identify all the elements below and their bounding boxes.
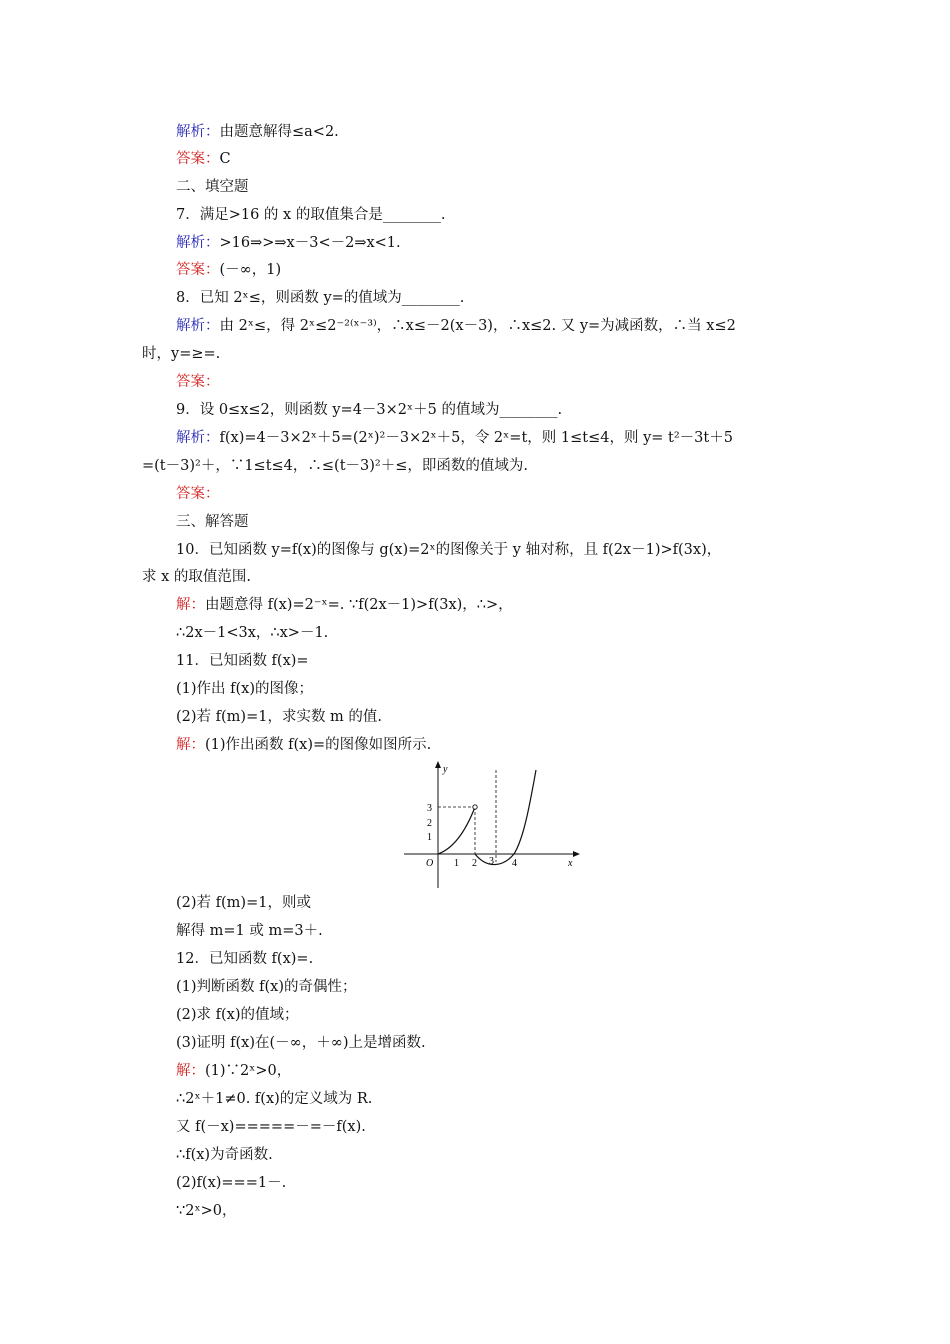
text-line	[176, 177, 249, 197]
text-line	[176, 921, 323, 941]
text-line	[176, 149, 231, 169]
line-text: 由题意得 f(x)=2⁻ˣ=. ∵f(2x－1)>f(3x)，∴>，	[205, 597, 513, 613]
y-tick-1: 1	[427, 832, 432, 843]
answer-label: 答案：	[176, 486, 220, 502]
x-axis-arrow	[573, 851, 580, 857]
function-graph-figure	[400, 758, 584, 890]
line-text: 二、填空题	[176, 179, 249, 195]
text-line	[142, 344, 220, 364]
answer-label: 答案：	[176, 374, 220, 390]
line-text: 三、解答题	[176, 514, 249, 530]
text-line	[176, 679, 313, 699]
solution-label: 解：	[176, 597, 205, 613]
line-text: (－∞，1)	[219, 262, 282, 278]
line-text: (2)f(x)===1－.	[176, 1175, 287, 1191]
text-line	[176, 316, 736, 336]
text-line	[176, 707, 382, 727]
line-text: (2)求 f(x)的值域；	[176, 1007, 299, 1023]
text-line	[176, 1005, 299, 1025]
line-text: (1)作出 f(x)的图像；	[176, 681, 314, 697]
text-line	[176, 428, 733, 448]
x-tick-3: 3	[489, 856, 494, 867]
text-line	[176, 893, 311, 913]
text-line	[176, 1089, 372, 1109]
x-axis-label: x	[568, 858, 573, 869]
line-text: ∴2ˣ＋1≠0. f(x)的定义域为 R.	[176, 1091, 373, 1107]
line-text: 12．已知函数 f(x)=.	[176, 951, 314, 967]
y-axis-label: y	[443, 764, 448, 775]
text-line	[176, 1201, 236, 1221]
line-text: C	[219, 151, 231, 167]
line-text: 11．已知函数 f(x)=	[176, 653, 309, 669]
solution-label: 解：	[176, 737, 205, 753]
analysis-label: 解析：	[176, 318, 220, 334]
line-text: >16⇒>⇒x－3<－2⇒x<1.	[219, 235, 401, 251]
line-text: 解得 m=1 或 m=3＋.	[176, 923, 323, 939]
text-line	[176, 122, 339, 142]
line-text: 8．已知 2ˣ≤，则函数 y=的值域为________.	[176, 290, 465, 306]
text-line	[176, 949, 313, 969]
text-line	[176, 1033, 426, 1053]
line-text: (3)证明 f(x)在(－∞，＋∞)上是增函数.	[176, 1035, 426, 1051]
curve-left-branch	[438, 807, 475, 854]
text-line	[176, 1061, 291, 1081]
text-line	[176, 400, 562, 420]
text-line	[142, 456, 528, 476]
analysis-label: 解析：	[176, 430, 220, 446]
line-text: (2)若 f(m)=1，则或	[176, 895, 311, 911]
analysis-label: 解析：	[176, 124, 220, 140]
line-text: (2)若 f(m)=1，求实数 m 的值.	[176, 709, 383, 725]
line-text: 10．已知函数 y=f(x)的图像与 g(x)=2ˣ的图像关于 y 轴对称，且 f(2x－1)>f(3x)，	[176, 542, 722, 558]
line-text: 又 f(－x)=====－=－f(x).	[176, 1119, 366, 1135]
text-line	[176, 1173, 286, 1193]
solution-label: 解：	[176, 1063, 205, 1079]
text-line	[176, 1145, 273, 1165]
line-text: 时，y=≥=.	[142, 346, 221, 362]
answer-label: 答案：	[176, 262, 220, 278]
text-line	[176, 540, 721, 560]
line-text: (1)判断函数 f(x)的奇偶性；	[176, 979, 357, 995]
line-text: 求 x 的取值范围.	[142, 569, 252, 585]
text-line	[176, 651, 309, 671]
line-text: ∴2x－1<3x，∴x>－1.	[176, 625, 329, 641]
text-line	[176, 977, 357, 997]
line-text: (1)作出函数 f(x)=的图像如图所示.	[205, 737, 432, 753]
text-line	[176, 288, 464, 308]
text-line	[176, 260, 281, 280]
x-tick-4: 4	[512, 858, 517, 869]
text-line	[176, 595, 513, 615]
line-text: 9．设 0≤x≤2，则函数 y=4－3×2ˣ＋5 的值域为________.	[176, 402, 563, 418]
line-text: ∴f(x)为奇函数.	[176, 1147, 273, 1163]
answer-label: 答案：	[176, 151, 220, 167]
x-tick-1: 1	[454, 858, 459, 869]
y-tick-2: 2	[427, 818, 432, 829]
curve-right-branch	[475, 770, 536, 865]
text-line	[176, 1117, 366, 1137]
text-line	[176, 205, 445, 225]
open-point	[473, 805, 477, 809]
text-line	[176, 623, 328, 643]
line-text: 7．满足>16 的 x 的取值集合是________.	[176, 207, 446, 223]
text-line	[176, 735, 431, 755]
text-line	[176, 484, 220, 504]
origin-label: O	[426, 858, 434, 869]
line-text: f(x)=4－3×2ˣ＋5=(2ˣ)²－3×2ˣ＋5，令 2ˣ=t，则 1≤t≤4，则 y= t²－3t＋5	[219, 430, 733, 446]
text-line	[142, 567, 251, 587]
line-text: =(t－3)²＋，∵1≤t≤4，∴≤(t－3)²＋≤，即函数的值域为.	[142, 458, 528, 474]
text-line	[176, 372, 220, 392]
line-text: (1)∵2ˣ>0，	[205, 1063, 292, 1079]
line-text: 由题意解得≤a<2.	[219, 124, 339, 140]
text-line	[176, 512, 249, 532]
x-tick-2: 2	[472, 858, 477, 869]
text-line	[176, 233, 401, 253]
y-axis-arrow	[435, 761, 441, 768]
line-text: 由 2ˣ≤，得 2ˣ≤2⁻²⁽ˣ⁻³⁾，∴x≤－2(x－3)，∴x≤2. 又 y=为减函数，∴当 x≤2	[219, 318, 736, 334]
line-text: ∵2ˣ>0，	[176, 1203, 237, 1219]
y-tick-3: 3	[427, 803, 432, 814]
analysis-label: 解析：	[176, 235, 220, 251]
